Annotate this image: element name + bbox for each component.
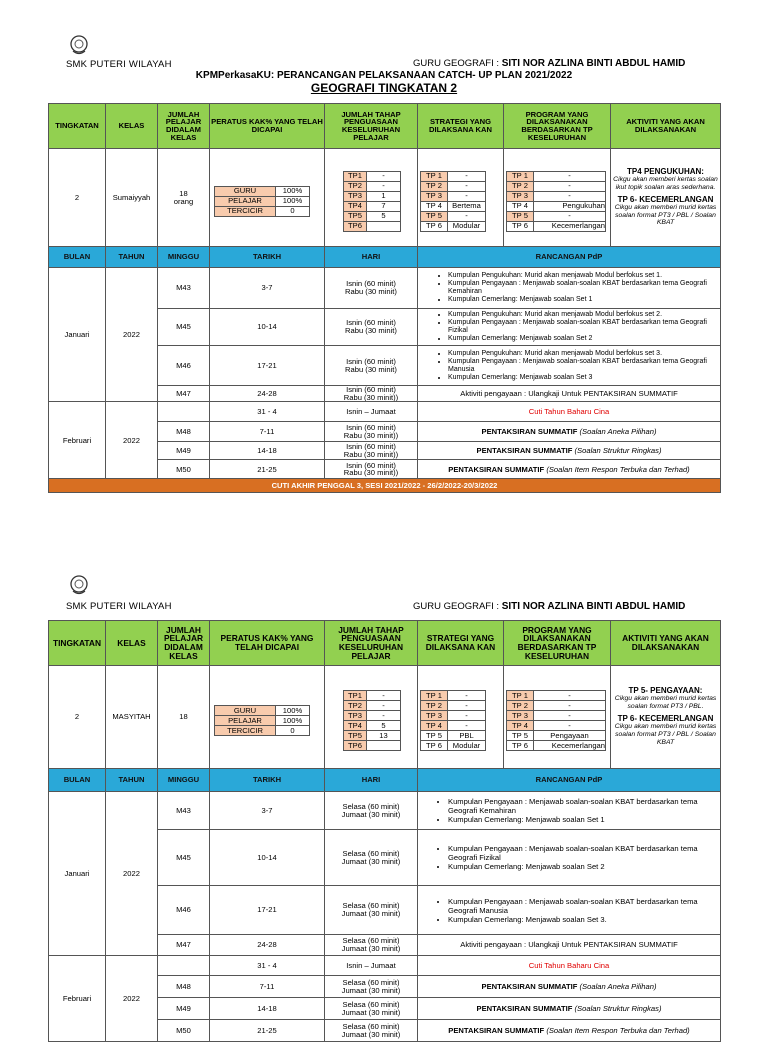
program-value: - xyxy=(534,701,606,711)
tp-value: 13 xyxy=(367,731,401,741)
date-value: 14-18 xyxy=(210,998,325,1020)
col-program: PROGRAM YANG DILAKSANAKAN BERDASARKAN TP KESELURUHAN xyxy=(504,621,611,666)
strategi-value: - xyxy=(448,181,486,191)
col-jumlah-tahap: JUMLAH TAHAP PENGUASAAN KESELURUHAN PELAJAR xyxy=(325,104,418,149)
col-hari: HARI xyxy=(325,247,418,268)
tingkatan-value: 2 xyxy=(49,149,106,247)
year-value: 2022 xyxy=(106,268,158,402)
program-value: Kecemerlangan xyxy=(534,741,606,751)
col-peratus: PERATUS KAK% YANG TELAH DICAPAI xyxy=(210,104,325,149)
year-value: 2022 xyxy=(106,792,158,956)
col-jumlah-pelajar: JUMLAH PELAJAR DIDALAM KELAS xyxy=(158,104,210,149)
holiday-band-text: CUTI AKHIR PENGGAL 3, SESI 2021/2022 - 26/2/2022-20/3/2022 xyxy=(49,479,721,493)
peratus-label: PELAJAR xyxy=(215,716,276,726)
tp-mini-table xyxy=(343,171,401,232)
rancangan-cell: PENTAKSIRAN SUMMATIF (Soalan Struktur Ringkas) xyxy=(418,998,721,1020)
peratus-value: 0 xyxy=(276,206,310,216)
hari-value: Isnin (60 minit) Rabu (30 minit) xyxy=(325,268,418,309)
strategi-cell xyxy=(418,149,504,247)
holiday-band xyxy=(49,479,721,493)
tp-label: TP1 xyxy=(344,691,367,701)
teacher-name: SITI NOR AZLINA BINTI ABDUL HAMID xyxy=(501,601,686,612)
program-label: TP 4 xyxy=(507,721,534,731)
tp-value: 7 xyxy=(367,201,401,211)
rancangan-cell xyxy=(418,268,721,309)
week-value: M50 xyxy=(158,1020,210,1042)
rancangan-cell: PENTAKSIRAN SUMMATIF (Soalan Aneka Pilihan) xyxy=(418,422,721,442)
hari-value: Selasa (60 minit) Jumaat (30 minit) xyxy=(325,830,418,886)
hari-value: Isnin (60 minit) Rabu (30 minit)) xyxy=(325,460,418,479)
date-value: 31 - 4 xyxy=(210,956,325,976)
col-tingkatan: TINGKATAN xyxy=(49,104,106,149)
rancangan-cell xyxy=(418,792,721,830)
tp-label: TP2 xyxy=(344,181,367,191)
week-value xyxy=(158,402,210,422)
rancangan-cell: Aktiviti pengayaan : Ulangkaji Untuk PENTAKSIRAN SUMMATIF xyxy=(418,935,721,956)
teacher-line xyxy=(413,58,685,69)
header-row xyxy=(49,621,721,666)
strategi-label: TP 1 xyxy=(421,171,448,181)
jumlah-pelajar-value: 18 orang xyxy=(158,149,210,247)
strategi-label: TP 3 xyxy=(421,191,448,201)
table-row xyxy=(49,792,721,830)
program-value: - xyxy=(534,181,606,191)
peratus-cell xyxy=(210,149,325,247)
schedule-header-row xyxy=(49,769,721,792)
week-value: M47 xyxy=(158,935,210,956)
tp-label: TP2 xyxy=(344,701,367,711)
tp-value: - xyxy=(367,691,401,701)
date-value: 14-18 xyxy=(210,442,325,460)
strategi-label: TP 2 xyxy=(421,181,448,191)
program-value: - xyxy=(534,691,606,701)
aktiviti-desc-1: Cikgu akan memberi murid kertas soalan format PT3 / PBL. xyxy=(614,695,717,711)
program-label: TP 3 xyxy=(507,711,534,721)
list-item: • Kumpulan Pengayaan : Menjawab soalan-soalan KBAT berdasarkan tema Geografi Fizikal xyxy=(448,319,720,335)
peratus-value: 100% xyxy=(276,716,310,726)
program-label: TP 4 xyxy=(507,201,534,211)
week-value: M47 xyxy=(158,386,210,402)
list-item: • Kumpulan Pengayaan : Menjawab soalan-soalan KBAT berdasarkan tema Geografi Manusia xyxy=(448,358,720,374)
col-tahun: TAHUN xyxy=(106,247,158,268)
col-jumlah-tahap: JUMLAH TAHAP PENGUASAAN KESELURUHAN PELAJAR xyxy=(325,621,418,666)
program-value: Pengukuhan xyxy=(534,201,606,211)
peratus-label: GURU xyxy=(215,706,276,716)
tp-value: - xyxy=(367,181,401,191)
rancangan-cell: Aktiviti pengayaan : Ulangkaji Untuk PENTAKSIRAN SUMMATIF xyxy=(418,386,721,402)
school-crest-logo xyxy=(68,34,90,56)
program-mini-table xyxy=(506,171,606,232)
program-label: TP 6 xyxy=(507,221,534,231)
table-row xyxy=(49,956,721,976)
rancangan-cell: PENTAKSIRAN SUMMATIF (Soalan Item Respon Terbuka dan Terhad) xyxy=(418,460,721,479)
tp-label: TP5 xyxy=(344,731,367,741)
list-item: • Kumpulan Pengayaan : Menjawab soalan-soalan KBAT berdasarkan tema Geografi Kemahiran xyxy=(448,797,720,815)
tp-cell xyxy=(325,149,418,247)
strategi-mini-table xyxy=(420,690,486,751)
peratus-mini-table xyxy=(214,186,310,217)
week-value: M45 xyxy=(158,830,210,886)
week-value: M49 xyxy=(158,442,210,460)
peratus-value: 100% xyxy=(276,186,310,196)
date-value: 24-28 xyxy=(210,935,325,956)
strategi-value: - xyxy=(448,711,486,721)
class-info-row xyxy=(49,666,721,769)
peratus-mini-table xyxy=(214,705,310,736)
schedule-header-row xyxy=(49,247,721,268)
week-value: M46 xyxy=(158,886,210,935)
col-aktiviti: AKTIVITI YANG AKAN DILAKSANAKAN xyxy=(611,104,721,149)
program-label: TP 2 xyxy=(507,181,534,191)
col-kelas: KELAS xyxy=(106,621,158,666)
program-cell xyxy=(504,666,611,769)
list-item: • Kumpulan Cemerlang: Menjawab soalan Set 2 xyxy=(448,862,720,871)
list-item: • Kumpulan Cemerlang: Menjawab soalan Set 3. xyxy=(448,915,720,924)
rancangan-cell xyxy=(418,309,721,346)
tp-label: TP3 xyxy=(344,711,367,721)
program-label: TP 1 xyxy=(507,171,534,181)
rancangan-cell: PENTAKSIRAN SUMMATIF (Soalan Aneka Pilihan) xyxy=(418,976,721,998)
jumlah-pelajar-value: 18 xyxy=(158,666,210,769)
col-tahun: TAHUN xyxy=(106,769,158,792)
tp-value: 5 xyxy=(367,211,401,221)
aktiviti-title-2: TP 6- KECEMERLANGAN xyxy=(617,714,714,724)
peratus-label: TERCICIR xyxy=(215,726,276,736)
strategi-value: - xyxy=(448,701,486,711)
list-item: • Kumpulan Pengukuhan: Murid akan menjawab Modul berfokus set 3. xyxy=(448,350,720,358)
list-item: • Kumpulan Cemerlang: Menjawab soalan Set 1 xyxy=(448,296,720,304)
hari-value: Selasa (60 minit) Jumaat (30 minit) xyxy=(325,886,418,935)
tp-value: 1 xyxy=(367,191,401,201)
date-value: 3-7 xyxy=(210,792,325,830)
col-tarikh: TARIKH xyxy=(210,769,325,792)
program-value: Kecemerlangan xyxy=(534,221,606,231)
date-value: 10-14 xyxy=(210,309,325,346)
hari-value: Selasa (60 minit) Jumaat (30 minit) xyxy=(325,1020,418,1042)
strategi-value: - xyxy=(448,171,486,181)
col-bulan: BULAN xyxy=(49,769,106,792)
rancangan-cell xyxy=(418,346,721,386)
month-januari: Januari xyxy=(49,268,106,402)
list-item: • Kumpulan Pengayaan : Menjawab soalan-soalan KBAT berdasarkan tema Geografi Kemahiran xyxy=(448,280,720,296)
strategi-label: TP 3 xyxy=(421,711,448,721)
teacher-name: SITI NOR AZLINA BINTI ABDUL HAMID xyxy=(501,58,686,69)
aktiviti-cell xyxy=(611,149,721,247)
program-mini-table xyxy=(506,690,606,751)
aktiviti-title-1: TP 5- PENGAYAAN: xyxy=(628,686,703,696)
hari-value: Selasa (60 minit) Jumaat (30 minit) xyxy=(325,935,418,956)
col-bulan: BULAN xyxy=(49,247,106,268)
peratus-value: 0 xyxy=(276,726,310,736)
col-minggu: MINGGU xyxy=(158,769,210,792)
strategi-value: - xyxy=(448,191,486,201)
week-value: M46 xyxy=(158,346,210,386)
program-value: - xyxy=(534,171,606,181)
date-value: 7-11 xyxy=(210,976,325,998)
program-label: TP 6 xyxy=(507,741,534,751)
hari-value: Isnin – Jumaat xyxy=(325,956,418,976)
date-value: 21-25 xyxy=(210,1020,325,1042)
col-tingkatan: TINGKATAN xyxy=(49,621,106,666)
strategi-value: PBL xyxy=(448,731,486,741)
strategi-label: TP 5 xyxy=(421,211,448,221)
week-value: M49 xyxy=(158,998,210,1020)
tp-value: - xyxy=(367,701,401,711)
tp-mini-table xyxy=(343,690,401,751)
tp-label: TP6 xyxy=(344,741,367,751)
hari-value: Isnin (60 minit) Rabu (30 minit)) xyxy=(325,422,418,442)
program-label: TP 5 xyxy=(507,731,534,741)
hari-value: Isnin – Jumaat xyxy=(325,402,418,422)
tp-label: TP6 xyxy=(344,221,367,231)
hari-value: Isnin (60 minit) Rabu (30 minit) xyxy=(325,309,418,346)
strategi-mini-table xyxy=(420,171,486,232)
strategi-label: TP 4 xyxy=(421,721,448,731)
week-value: M48 xyxy=(158,976,210,998)
rancangan-cell: PENTAKSIRAN SUMMATIF (Soalan Struktur Ringkas) xyxy=(418,442,721,460)
kelas-value: Sumaiyyah xyxy=(106,149,158,247)
kelas-value: MASYITAH xyxy=(106,666,158,769)
tp-label: TP5 xyxy=(344,211,367,221)
col-minggu: MINGGU xyxy=(158,247,210,268)
list-item: • Kumpulan Pengayaan : Menjawab soalan-soalan KBAT berdasarkan tema Geografi Fizikal xyxy=(448,844,720,862)
date-value: 31 - 4 xyxy=(210,402,325,422)
teacher-line xyxy=(413,601,685,612)
date-value: 10-14 xyxy=(210,830,325,886)
table-row xyxy=(49,268,721,309)
tp-label: TP4 xyxy=(344,201,367,211)
strategi-label: TP 6 xyxy=(421,741,448,751)
school-name: SMK PUTERI WILAYAH xyxy=(66,601,172,612)
list-item: • Kumpulan Pengukuhan: Murid akan menjawab Modul berfokus set 1. xyxy=(448,272,720,280)
school-name: SMK PUTERI WILAYAH xyxy=(66,59,172,70)
strategi-label: TP 6 xyxy=(421,221,448,231)
year-value: 2022 xyxy=(106,956,158,1042)
week-value: M48 xyxy=(158,422,210,442)
week-value: M43 xyxy=(158,268,210,309)
list-item: • Kumpulan Pengukuhan: Murid akan menjawab Modul berfokus set 2. xyxy=(448,311,720,319)
aktiviti-desc-1: Cikgu akan memberi kertas soalan ikut topik soalan aras sederhana. xyxy=(613,175,718,191)
col-tarikh: TARIKH xyxy=(210,247,325,268)
tp-value: - xyxy=(367,171,401,181)
col-strategi: STRATEGI YANG DILAKSANA KAN xyxy=(418,104,504,149)
strategi-label: TP 4 xyxy=(421,201,448,211)
hari-value: Isnin (60 minit) Rabu (30 minit) xyxy=(325,346,418,386)
rancangan-cell: PENTAKSIRAN SUMMATIF (Soalan Item Respon Terbuka dan Terhad) xyxy=(418,1020,721,1042)
date-value: 17-21 xyxy=(210,886,325,935)
strategi-label: TP 5 xyxy=(421,731,448,741)
col-strategi: STRATEGI YANG DILAKSANA KAN xyxy=(418,621,504,666)
program-value: Pengayaan xyxy=(534,731,606,741)
peratus-cell xyxy=(210,666,325,769)
teacher-prefix: GURU GEOGRAFI : xyxy=(413,601,500,612)
month-februari: Februari xyxy=(49,956,106,1042)
year-value: 2022 xyxy=(106,402,158,479)
plan-title: KPMPerkasaKU: PERANCANGAN PELAKSANAAN CATCH- UP PLAN 2021/2022 xyxy=(195,70,573,81)
tp-label: TP1 xyxy=(344,171,367,181)
plan-table-masyitah xyxy=(48,620,721,1042)
aktiviti-desc-2: Cikgu akan memberi murid kertas soalan format PT3 / PBL / Soalan KBAT xyxy=(614,203,717,227)
program-value: - xyxy=(534,711,606,721)
program-label: TP 3 xyxy=(507,191,534,201)
peratus-value: 100% xyxy=(276,196,310,206)
strategi-value: Bertema xyxy=(448,201,486,211)
tp-value: 5 xyxy=(367,721,401,731)
date-value: 21-25 xyxy=(210,460,325,479)
tp-label: TP3 xyxy=(344,191,367,201)
rancangan-cell: Cuti Tahun Baharu Cina xyxy=(418,956,721,976)
program-label: TP 1 xyxy=(507,691,534,701)
strategi-label: TP 1 xyxy=(421,691,448,701)
header-row xyxy=(49,104,721,149)
strategi-value: - xyxy=(448,691,486,701)
program-value: - xyxy=(534,721,606,731)
class-info-row xyxy=(49,149,721,247)
peratus-label: TERCICIR xyxy=(215,206,276,216)
tp-label: TP4 xyxy=(344,721,367,731)
col-peratus: PERATUS KAK% YANG TELAH DICAPAI xyxy=(210,621,325,666)
peratus-label: PELAJAR xyxy=(215,196,276,206)
list-item: • Kumpulan Cemerlang: Menjawab soalan Set 3 xyxy=(448,374,720,382)
aktiviti-desc-2: Cikgu akan memberi murid kertas soalan format PT3 / PBL / Soalan KBAT xyxy=(614,723,717,746)
tp-value xyxy=(367,741,401,751)
date-value: 3-7 xyxy=(210,268,325,309)
tp-value: - xyxy=(367,711,401,721)
week-value: M43 xyxy=(158,792,210,830)
list-item: • Kumpulan Cemerlang: Menjawab soalan Set 2 xyxy=(448,335,720,343)
date-value: 17-21 xyxy=(210,346,325,386)
strategi-value: Modular xyxy=(448,221,486,231)
table-row xyxy=(49,402,721,422)
month-februari: Februari xyxy=(49,402,106,479)
school-crest-logo xyxy=(68,574,90,596)
rancangan-cell xyxy=(418,886,721,935)
date-value: 7-11 xyxy=(210,422,325,442)
strategi-value: - xyxy=(448,211,486,221)
hari-value: Selasa (60 minit) Jumaat (30 minit) xyxy=(325,976,418,998)
tingkatan-value: 2 xyxy=(49,666,106,769)
strategi-cell xyxy=(418,666,504,769)
program-value: - xyxy=(534,211,606,221)
col-kelas: KELAS xyxy=(106,104,158,149)
week-value: M45 xyxy=(158,309,210,346)
aktiviti-title-2: TP 6- KECEMERLANGAN xyxy=(617,194,714,204)
month-januari: Januari xyxy=(49,792,106,956)
hari-value: Isnin (60 minit) Rabu (30 minit)) xyxy=(325,386,418,402)
program-value: - xyxy=(534,191,606,201)
strategi-value: Modular xyxy=(448,741,486,751)
peratus-value: 100% xyxy=(276,706,310,716)
program-label: TP 5 xyxy=(507,211,534,221)
program-cell xyxy=(504,149,611,247)
rancangan-cell xyxy=(418,830,721,886)
col-rancangan: RANCANGAN PdP xyxy=(418,769,721,792)
list-item: • Kumpulan Pengayaan : Menjawab soalan-soalan KBAT berdasarkan tema Geografi Manusia xyxy=(448,897,720,915)
aktiviti-title-1: TP4 PENGUKUHAN: xyxy=(627,166,704,176)
hari-value: Isnin (60 minit) Rabu (30 minit)) xyxy=(325,442,418,460)
strategi-label: TP 2 xyxy=(421,701,448,711)
tp-cell xyxy=(325,666,418,769)
col-aktiviti: AKTIVITI YANG AKAN DILAKSANAKAN xyxy=(611,621,721,666)
col-program: PROGRAM YANG DILAKSANAKAN BERDASARKAN TP KESELURUHAN xyxy=(504,104,611,149)
week-value: M50 xyxy=(158,460,210,479)
col-rancangan: RANCANGAN PdP xyxy=(418,247,721,268)
strategi-value: - xyxy=(448,721,486,731)
list-item: • Kumpulan Cemerlang: Menjawab soalan Set 1 xyxy=(448,815,720,824)
tp-value xyxy=(367,221,401,231)
col-hari: HARI xyxy=(325,769,418,792)
date-value: 24-28 xyxy=(210,386,325,402)
week-value xyxy=(158,956,210,976)
rancangan-cell: Cuti Tahun Baharu Cina xyxy=(418,402,721,422)
teacher-prefix: GURU GEOGRAFI : xyxy=(413,58,500,69)
program-label: TP 2 xyxy=(507,701,534,711)
col-jumlah-pelajar: JUMLAH PELAJAR DIDALAM KELAS xyxy=(158,621,210,666)
subject-title: GEOGRAFI TINGKATAN 2 xyxy=(310,81,458,95)
hari-value: Selasa (60 minit) Jumaat (30 minit) xyxy=(325,792,418,830)
plan-table-sumaiyyah xyxy=(48,103,721,493)
peratus-label: GURU xyxy=(215,186,276,196)
aktiviti-cell xyxy=(611,666,721,769)
hari-value: Selasa (60 minit) Jumaat (30 minit) xyxy=(325,998,418,1020)
